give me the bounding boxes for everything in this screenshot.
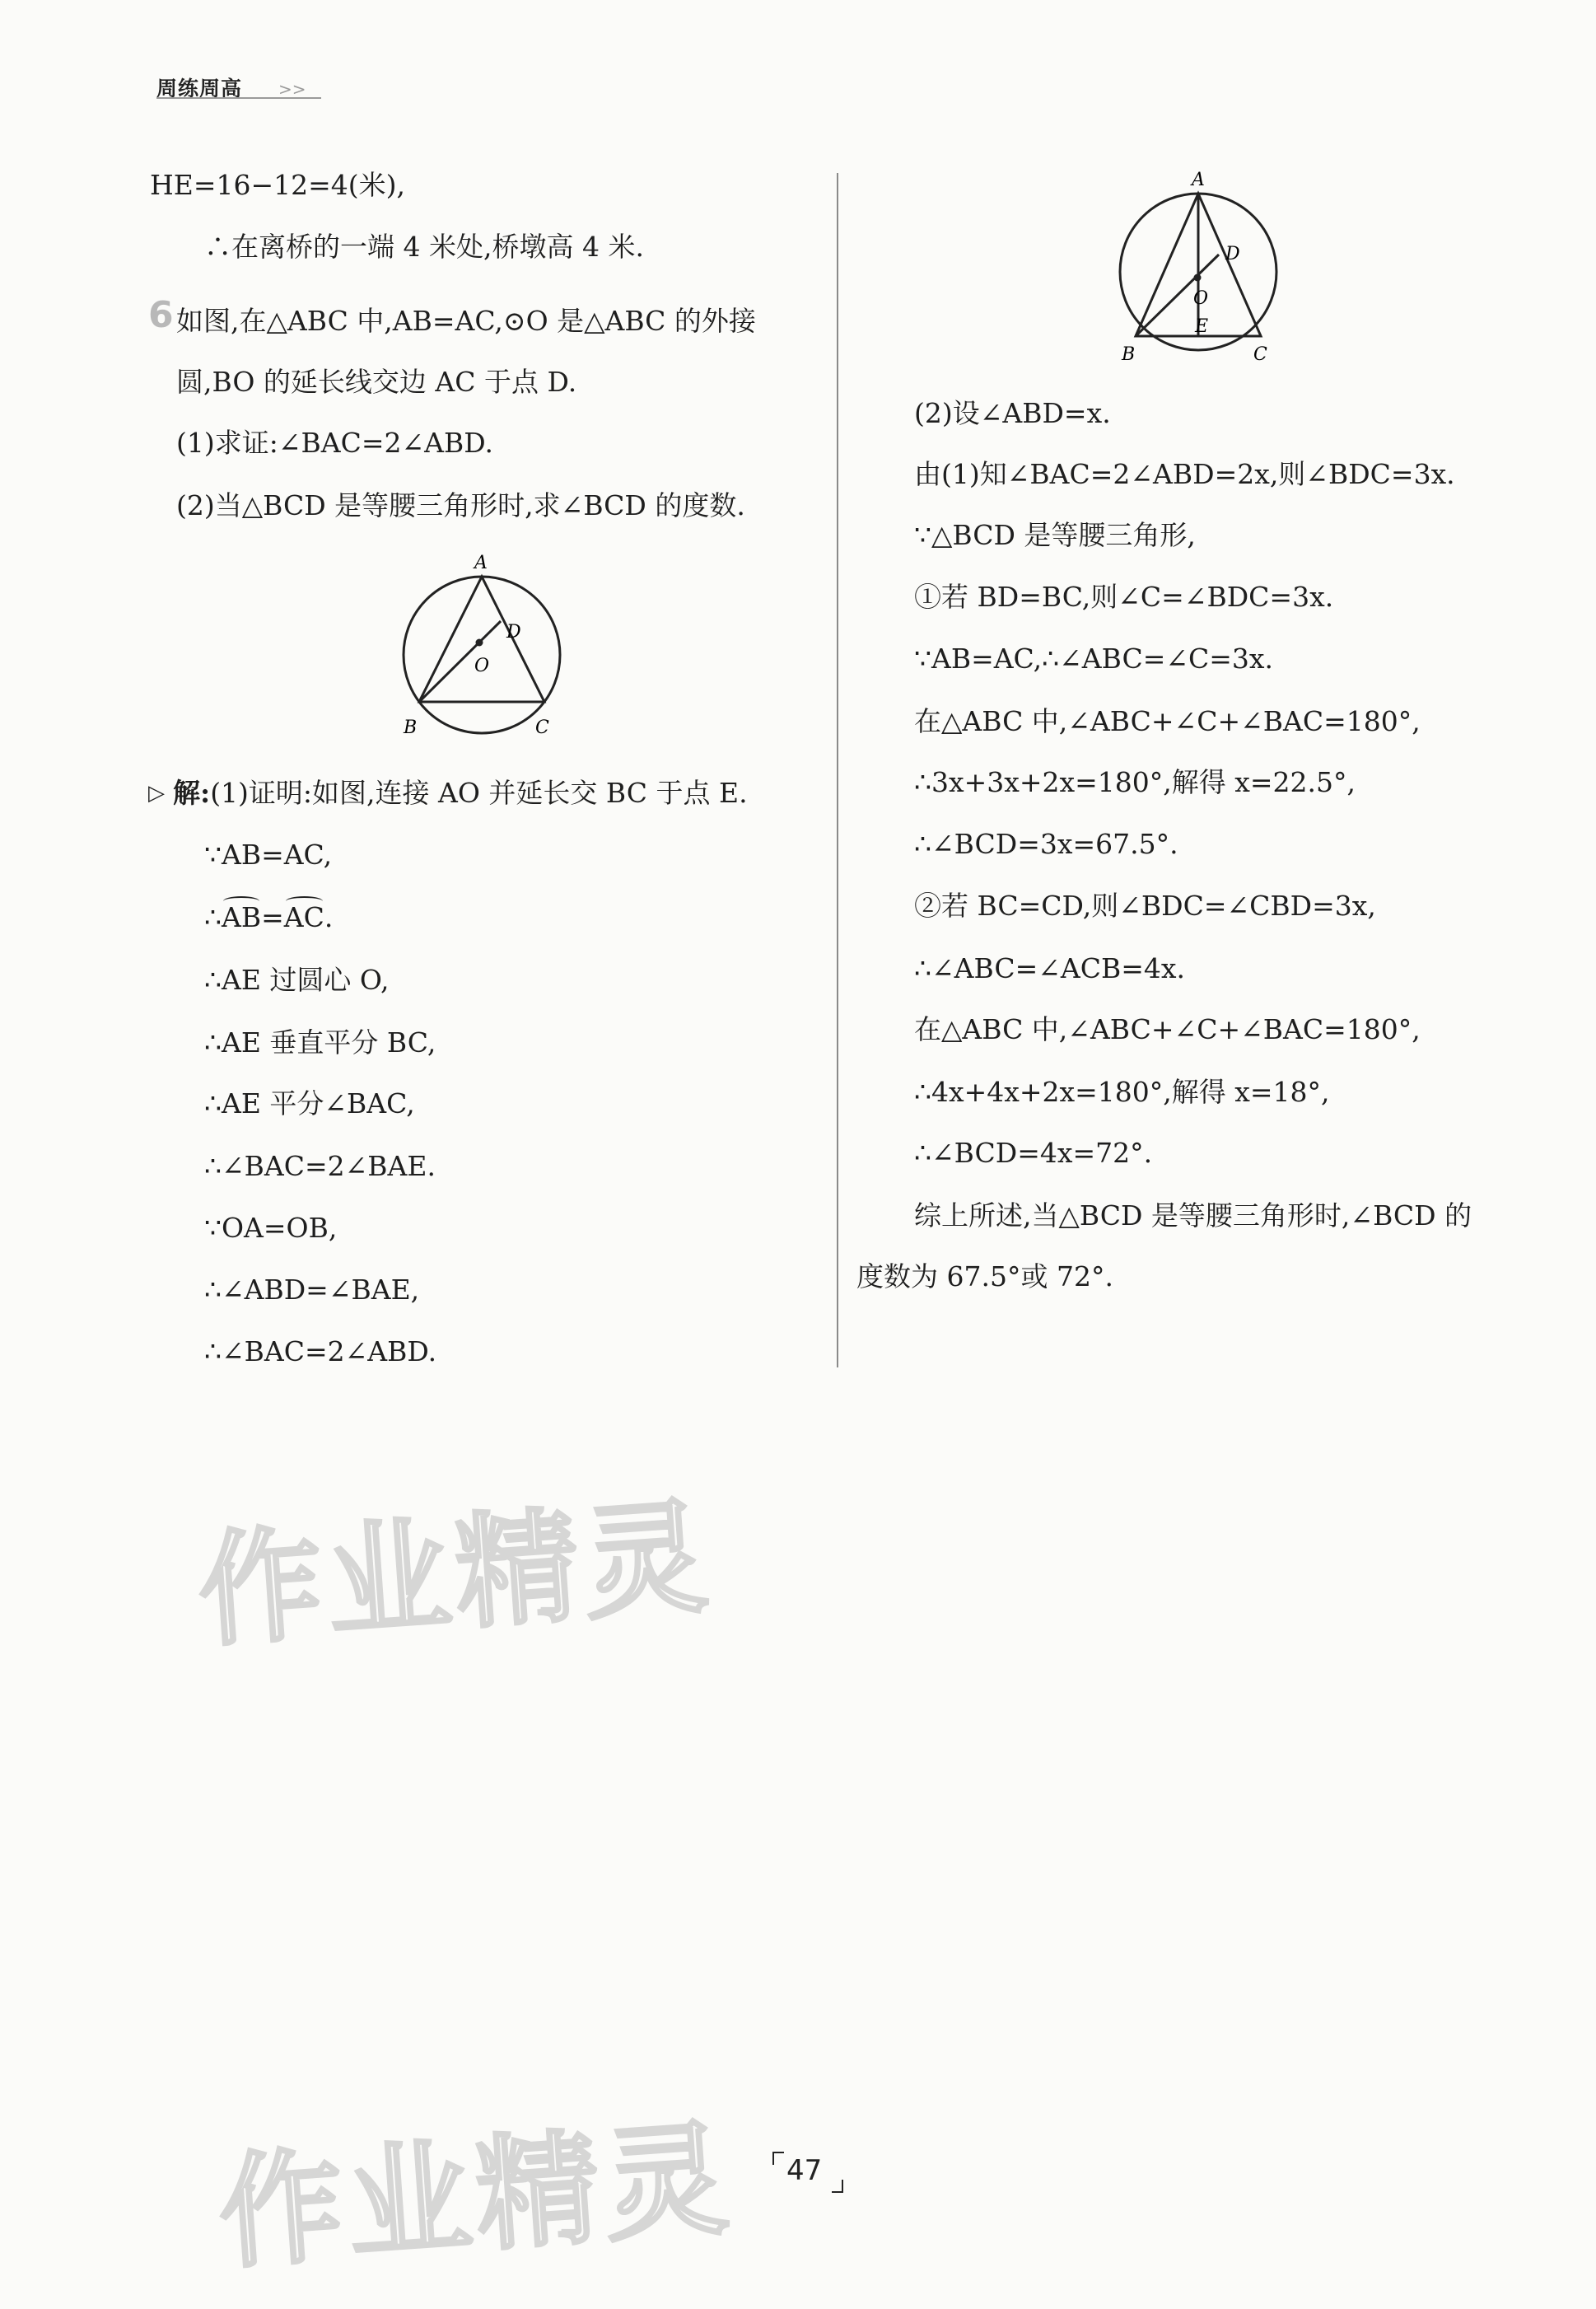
intro-line-2: ∴在离桥的一端 4 米处,桥墩高 4 米. [204, 231, 644, 263]
solution-marker: ▷ [148, 781, 165, 806]
solution-line-arc: ∴AB=AC. [204, 901, 334, 933]
right-line-14: 综上所述,当△BCD 是等腰三角形时,∠BCD 的 [914, 1199, 1472, 1232]
right-line-11: 在△ABC 中,∠ABC+∠C+∠BAC=180°, [914, 1013, 1421, 1045]
page-number: 47 [786, 2154, 823, 2187]
arc-ab: AB [222, 901, 262, 933]
column-divider [837, 173, 838, 1367]
solution-text: (1)证明:如图,连接 AO 并延长交 BC 于点 E. [210, 777, 748, 809]
label-b: B [1122, 344, 1136, 365]
label-a: A [1192, 170, 1205, 190]
solution-line-3: ∴AE 过圆心 O, [204, 964, 390, 996]
section-tag: 周练周高 [156, 77, 243, 100]
label-c: C [535, 717, 549, 738]
label-c: C [1253, 344, 1267, 365]
right-line-12: ∴4x+4x+2x=180°,解得 x=18°, [914, 1076, 1330, 1108]
solution-label: 解: [173, 777, 211, 809]
solution-line-7: ∵OA=OB, [204, 1212, 338, 1244]
solution-line-4: ∴AE 垂直平分 BC, [204, 1026, 436, 1059]
circumcircle [404, 577, 560, 733]
question-number: 6 [148, 294, 174, 336]
solution-line-1 [173, 777, 748, 810]
right-line-2: 由(1)知∠BAC=2∠ABD=2x,则∠BDC=3x. [914, 458, 1455, 490]
right-line-15: 度数为 67.5°或 72°. [856, 1260, 1113, 1292]
right-line-6: 在△ABC 中,∠ABC+∠C+∠BAC=180°, [914, 705, 1421, 737]
label-e: E [1195, 316, 1209, 337]
section-tag-arrows: >> [278, 79, 306, 99]
page-number-bracket-right [832, 2180, 843, 2193]
page-number-bracket-left [772, 2152, 784, 2165]
watermark-bottom: 作业精灵 [214, 2107, 738, 2287]
solution-line-2: ∵AB=AC, [204, 839, 333, 871]
solution-line-9: ∴∠BAC=2∠ABD. [204, 1335, 437, 1367]
label-a: A [474, 553, 488, 573]
label-d: D [506, 622, 521, 643]
right-line-3: ∵△BCD 是等腰三角形, [914, 519, 1196, 551]
question-line-2: 圆,BO 的延长线交边 AC 于点 D. [176, 366, 577, 398]
arc-ac: AC [283, 901, 324, 933]
question-line-1: 如图,在△ABC 中,AB=AC,⊙O 是△ABC 的外接 [176, 305, 756, 337]
right-line-7: ∴3x+3x+2x=180°,解得 x=22.5°, [914, 766, 1356, 798]
right-line-4: ①若 BD=BC,则∠C=∠BDC=3x. [914, 581, 1334, 613]
watermark-top: 作业精灵 [194, 1485, 717, 1665]
right-line-8: ∴∠BCD=3x=67.5°. [914, 828, 1178, 860]
label-d: D [1225, 244, 1240, 264]
question-part-2: (2)当△BCD 是等腰三角形时,求∠BCD 的度数. [176, 489, 745, 521]
label-b: B [404, 717, 418, 738]
solution-line-8: ∴∠ABD=∠BAE, [204, 1274, 420, 1306]
solution-figure [1104, 169, 1293, 367]
center-o [1194, 274, 1202, 282]
right-line-5: ∵AB=AC,∴∠ABC=∠C=3x. [914, 643, 1274, 675]
center-o [476, 639, 483, 647]
right-line-1: (2)设∠ABD=x. [914, 397, 1111, 429]
label-o: O [1193, 288, 1209, 309]
question-figure [387, 552, 576, 750]
header-rule [156, 97, 321, 99]
solution-line-6: ∴∠BAC=2∠BAE. [204, 1150, 436, 1182]
right-line-13: ∴∠BCD=4x=72°. [914, 1137, 1153, 1169]
solution-line-5: ∴AE 平分∠BAC, [204, 1087, 415, 1119]
right-line-9: ②若 BC=CD,则∠BDC=∠CBD=3x, [914, 890, 1376, 922]
intro-line-1: HE=16−12=4(米), [150, 169, 406, 201]
label-o: O [474, 656, 490, 676]
right-line-10: ∴∠ABC=∠ACB=4x. [914, 952, 1185, 984]
question-part-1: (1)求证:∠BAC=2∠ABD. [176, 427, 493, 459]
